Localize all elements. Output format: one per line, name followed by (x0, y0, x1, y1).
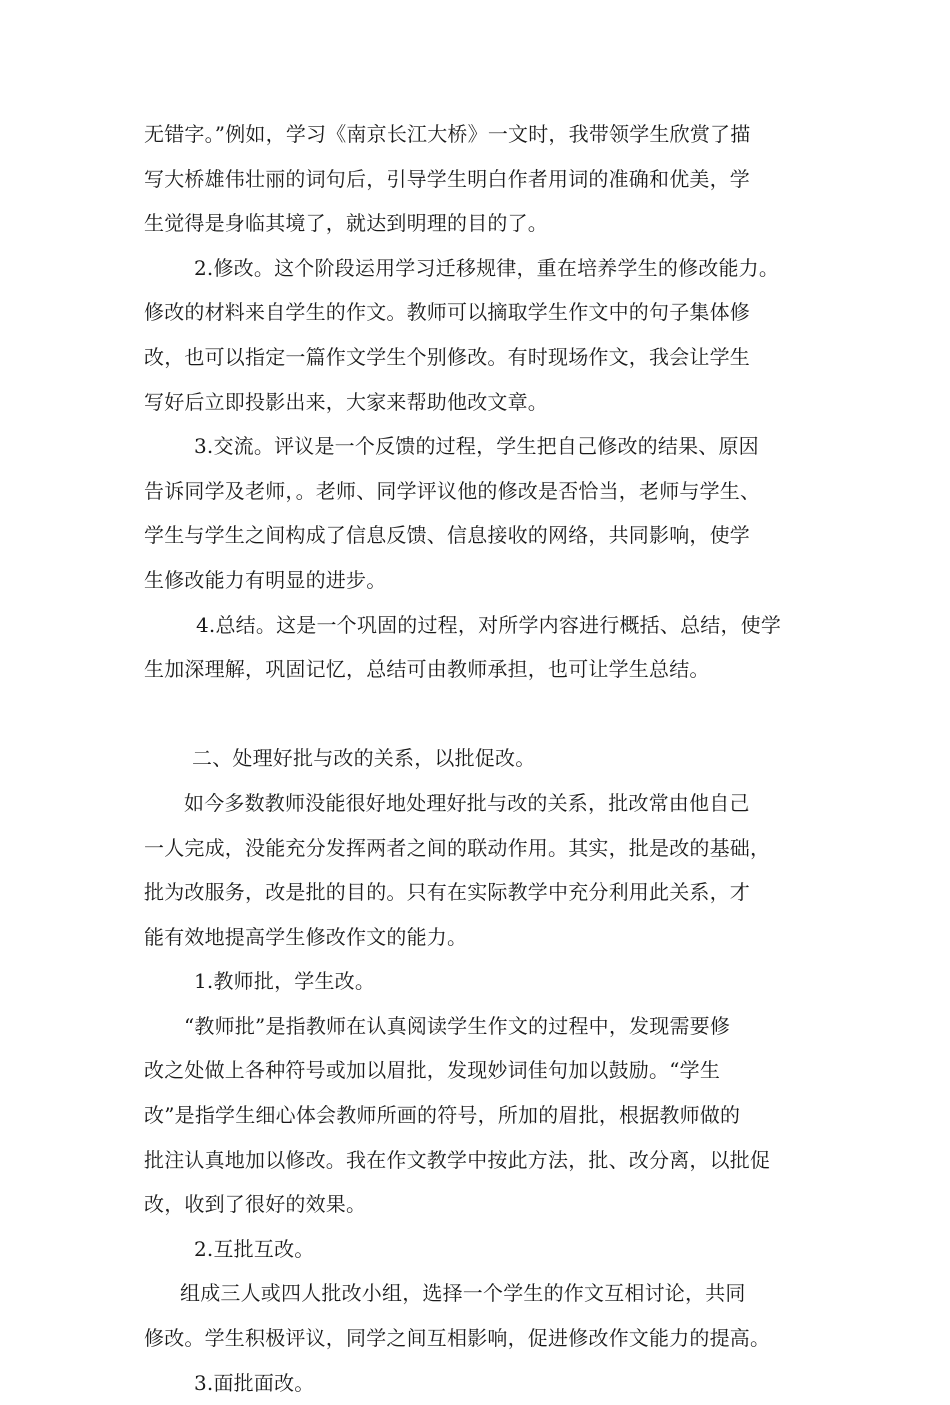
document-body (144, 112, 814, 1405)
text-line: 修改的材料来自学生的作文。教师可以摘取学生作文中的句子集体修 (144, 300, 750, 325)
text-line: 3.交流。评议是一个反馈的过程，学生把自己修改的结果、原因 (194, 434, 759, 459)
paragraph-gap (144, 692, 814, 737)
text-line: 批为改服务，改是批的目的。只有在实际教学中充分利用此关系，才 (144, 880, 750, 905)
text-line: 学生与学生之间构成了信息反馈、信息接收的网络，共同影响，使学 (144, 523, 750, 548)
text-line: 无错字。”例如，学习《南京长江大桥》一文时，我带领学生欣赏了描 (144, 122, 751, 146)
text-line: 生修改能力有明显的进步。 (144, 567, 387, 592)
text-line: “教师批”是指教师在认真阅读学生作文的过程中，发现需要修 (184, 1013, 731, 1038)
section-heading: 二、处理好批与改的关系，以批促改。 (192, 746, 536, 771)
text-line: 告诉同学及老师，。老师、同学评议他的修改是否恰当，老师与学生、 (144, 478, 761, 503)
text-line: 写好后立即投影出来，大家来帮助他改文章。 (144, 389, 548, 414)
text-line: 2.修改。这个阶段运用学习迁移规律，重在培养学生的修改能力。 (194, 255, 780, 280)
text-line: 修改。学生积极评议，同学之间互相影响，促进修改作文能力的提高。 (144, 1326, 771, 1351)
text-line: 组成三人或四人批改小组，选择一个学生的作文互相讨论，共同 (180, 1281, 746, 1306)
text-line: 能有效地提高学生修改作文的能力。 (144, 924, 468, 949)
subsection-heading: 3.面批面改。 (194, 1370, 315, 1395)
text-line: 一人完成，没能充分发挥两者之间的联动作用。其实，批是改的基础， (144, 835, 771, 860)
text-line: 生加深理解，巩固记忆，总结可由教师承担，也可让学生总结。 (144, 657, 710, 682)
text-line: 改之处做上各种符号或加以眉批，发现妙词佳句加以鼓励。“学生 (144, 1058, 721, 1083)
text-line: 如今多数教师没能很好地处理好批与改的关系，批改常由他自己 (184, 790, 750, 815)
text-line: 改”是指学生细心体会教师所画的符号，所加的眉批，根据教师做的 (144, 1103, 741, 1128)
text-line: 写大桥雄伟壮丽的词句后，引导学生明白作者用词的准确和优美，学 (144, 166, 750, 191)
text-line: 4.总结。这是一个巩固的过程，对所学内容进行概括、总结，使学 (196, 612, 782, 637)
text-line: 改，收到了很好的效果。 (144, 1192, 367, 1217)
text-line: 批注认真地加以修改。我在作文教学中按此方法，批、改分离，以批促 (144, 1147, 771, 1172)
text-line: 生觉得是身临其境了，就达到明理的目的了。 (144, 211, 548, 236)
subsection-heading: 2.互批互改。 (194, 1236, 315, 1261)
subsection-heading: 1.教师批，学生改。 (194, 969, 376, 994)
text-line: 改，也可以指定一篇作文学生个别修改。有时现场作文，我会让学生 (144, 344, 750, 369)
